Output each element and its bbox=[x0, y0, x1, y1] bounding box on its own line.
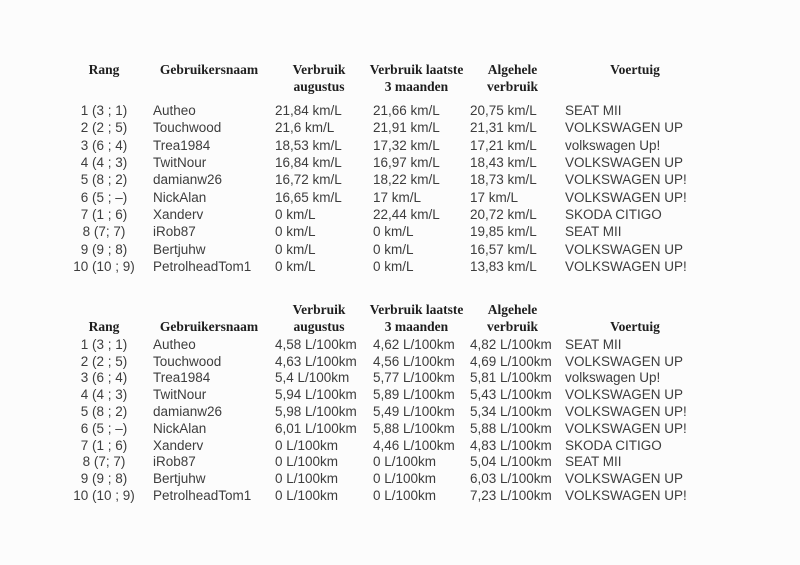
table-l100km-header-row bbox=[60, 301, 710, 335]
column-header-last3-line1: Verbruik laatste bbox=[369, 62, 464, 77]
cell-username: Bertjuhw bbox=[153, 471, 206, 487]
cell-consumption-last3months: 4,46 L/100km bbox=[373, 437, 455, 453]
column-header-vehicle bbox=[560, 301, 710, 335]
cell-consumption-august: 5,94 L/100km bbox=[275, 387, 357, 403]
table-row bbox=[60, 258, 710, 275]
column-header-overall-line2: verbruik bbox=[486, 319, 538, 334]
cell-consumption-last3months: 4,56 L/100km bbox=[373, 353, 455, 369]
cell-username: Autheo bbox=[153, 103, 196, 119]
cell-vehicle: VOLKSWAGEN UP bbox=[565, 155, 684, 171]
cell-consumption-august: 0 L/100km bbox=[275, 471, 339, 487]
column-header-consumption-last3months bbox=[368, 61, 465, 95]
column-header-vehicle-label: Voertuig bbox=[610, 62, 660, 77]
column-header-last3-line2: 3 maanden bbox=[384, 79, 449, 94]
column-header-overall-line2: verbruik bbox=[486, 79, 538, 94]
cell-overall-consumption: 6,03 L/100km bbox=[470, 471, 552, 487]
cell-rank: 4 (4 ; 3) bbox=[80, 155, 128, 171]
table-row bbox=[60, 223, 710, 240]
cell-vehicle: VOLKSWAGEN UP bbox=[565, 387, 684, 403]
cell-vehicle: VOLKSWAGEN UP bbox=[565, 353, 684, 369]
cell-vehicle: SEAT MII bbox=[565, 224, 622, 240]
cell-overall-consumption: 4,83 L/100km bbox=[470, 437, 552, 453]
cell-overall-consumption: 18,43 km/L bbox=[470, 155, 537, 171]
column-header-overall-line1: Algehele bbox=[487, 62, 538, 77]
column-header-vehicle-label: Voertuig bbox=[610, 319, 660, 334]
cell-overall-consumption: 5,81 L/100km bbox=[470, 370, 552, 386]
table-row bbox=[60, 171, 710, 188]
column-header-username bbox=[148, 61, 270, 95]
column-header-rank-label: Rang bbox=[88, 62, 120, 77]
cell-consumption-last3months: 5,89 L/100km bbox=[373, 387, 455, 403]
cell-consumption-august: 0 km/L bbox=[275, 241, 316, 257]
cell-vehicle: SEAT MII bbox=[565, 336, 622, 352]
cell-rank: 10 (10 ; 9) bbox=[73, 488, 135, 504]
cell-rank: 10 (10 ; 9) bbox=[73, 258, 135, 274]
table-row bbox=[60, 188, 710, 205]
cell-overall-consumption: 20,72 km/L bbox=[470, 206, 537, 222]
table-row bbox=[60, 102, 710, 119]
table-row bbox=[60, 137, 710, 154]
cell-consumption-last3months: 5,88 L/100km bbox=[373, 420, 455, 436]
cell-consumption-august: 4,58 L/100km bbox=[275, 336, 357, 352]
cell-consumption-last3months: 21,66 km/L bbox=[373, 103, 440, 119]
cell-vehicle: volkswagen Up! bbox=[565, 370, 661, 386]
table-row bbox=[60, 487, 710, 504]
table-kml-rows bbox=[60, 102, 710, 275]
cell-vehicle: VOLKSWAGEN UP bbox=[565, 120, 684, 136]
table-kml-header-row bbox=[60, 61, 710, 95]
cell-consumption-last3months: 0 km/L bbox=[373, 241, 414, 257]
cell-overall-consumption: 20,75 km/L bbox=[470, 103, 537, 119]
cell-consumption-last3months: 0 km/L bbox=[373, 224, 414, 240]
cell-username: Touchwood bbox=[153, 120, 222, 136]
cell-overall-consumption: 5,88 L/100km bbox=[470, 420, 552, 436]
table-row bbox=[60, 370, 710, 387]
column-header-consumption-august bbox=[270, 301, 368, 335]
cell-overall-consumption: 17,21 km/L bbox=[470, 137, 537, 153]
cell-consumption-last3months: 17 km/L bbox=[373, 189, 422, 205]
cell-consumption-august: 0 km/L bbox=[275, 206, 316, 222]
cell-consumption-august: 6,01 L/100km bbox=[275, 420, 357, 436]
cell-rank: 7 (1 ; 6) bbox=[80, 437, 128, 453]
cell-consumption-last3months: 18,22 km/L bbox=[373, 172, 440, 188]
cell-username: TwitNour bbox=[153, 387, 207, 403]
cell-overall-consumption: 21,31 km/L bbox=[470, 120, 537, 136]
cell-username: NickAlan bbox=[153, 189, 207, 205]
cell-rank: 6 (5 ; –) bbox=[80, 420, 128, 436]
cell-username: Xanderv bbox=[153, 437, 204, 453]
cell-consumption-last3months: 5,77 L/100km bbox=[373, 370, 455, 386]
cell-overall-consumption: 16,57 km/L bbox=[470, 241, 537, 257]
cell-rank: 2 (2 ; 5) bbox=[80, 120, 128, 136]
cell-consumption-last3months: 0 km/L bbox=[373, 258, 414, 274]
table-row bbox=[60, 154, 710, 171]
column-header-username-label: Gebruikersnaam bbox=[159, 62, 259, 77]
cell-vehicle: SEAT MII bbox=[565, 103, 622, 119]
column-header-overall-consumption bbox=[465, 61, 560, 95]
cell-username: Trea1984 bbox=[153, 370, 211, 386]
table-row bbox=[60, 119, 710, 136]
cell-overall-consumption: 13,83 km/L bbox=[470, 258, 537, 274]
cell-username: Xanderv bbox=[153, 206, 204, 222]
cell-consumption-august: 5,4 L/100km bbox=[275, 370, 350, 386]
table-row bbox=[60, 420, 710, 437]
column-header-consumption-august bbox=[270, 61, 368, 95]
cell-consumption-august: 21,84 km/L bbox=[275, 103, 342, 119]
cell-rank: 5 (8 ; 2) bbox=[80, 172, 128, 188]
column-header-august-line2: augustus bbox=[293, 79, 345, 94]
cell-consumption-august: 18,53 km/L bbox=[275, 137, 342, 153]
table-row bbox=[60, 470, 710, 487]
column-header-august-line1: Verbruik bbox=[292, 302, 346, 317]
cell-rank: 3 (6 ; 4) bbox=[80, 137, 128, 153]
cell-consumption-last3months: 22,44 km/L bbox=[373, 206, 440, 222]
table-l100km-rows bbox=[60, 336, 710, 504]
column-header-consumption-last3months bbox=[368, 301, 465, 335]
cell-username: Bertjuhw bbox=[153, 241, 206, 257]
column-header-last3-line2: 3 maanden bbox=[384, 319, 449, 334]
cell-consumption-august: 5,98 L/100km bbox=[275, 404, 357, 420]
table-row bbox=[60, 403, 710, 420]
cell-vehicle: VOLKSWAGEN UP! bbox=[565, 404, 687, 420]
cell-vehicle: VOLKSWAGEN UP! bbox=[565, 189, 687, 205]
column-header-overall-line1: Algehele bbox=[487, 302, 538, 317]
cell-overall-consumption: 5,43 L/100km bbox=[470, 387, 552, 403]
cell-rank: 8 (7; 7) bbox=[82, 454, 126, 470]
cell-overall-consumption: 19,85 km/L bbox=[470, 224, 537, 240]
cell-consumption-august: 0 L/100km bbox=[275, 437, 339, 453]
cell-overall-consumption: 5,04 L/100km bbox=[470, 454, 552, 470]
cell-overall-consumption: 4,82 L/100km bbox=[470, 336, 552, 352]
cell-consumption-last3months: 5,49 L/100km bbox=[373, 404, 455, 420]
cell-overall-consumption: 17 km/L bbox=[470, 189, 519, 205]
cell-username: iRob87 bbox=[153, 224, 196, 240]
cell-consumption-august: 0 L/100km bbox=[275, 454, 339, 470]
column-header-august-line1: Verbruik bbox=[292, 62, 346, 77]
cell-vehicle: VOLKSWAGEN UP! bbox=[565, 258, 687, 274]
cell-rank: 7 (1 ; 6) bbox=[80, 206, 128, 222]
column-header-last3-line1: Verbruik laatste bbox=[369, 302, 464, 317]
cell-username: iRob87 bbox=[153, 454, 196, 470]
cell-vehicle: SKODA CITIGO bbox=[565, 206, 662, 222]
cell-rank: 1 (3 ; 1) bbox=[80, 103, 128, 119]
cell-vehicle: SKODA CITIGO bbox=[565, 437, 662, 453]
cell-consumption-august: 16,84 km/L bbox=[275, 155, 342, 171]
cell-overall-consumption: 7,23 L/100km bbox=[470, 488, 552, 504]
cell-consumption-last3months: 0 L/100km bbox=[373, 471, 437, 487]
cell-consumption-last3months: 0 L/100km bbox=[373, 454, 437, 470]
cell-consumption-august: 0 km/L bbox=[275, 224, 316, 240]
cell-overall-consumption: 4,69 L/100km bbox=[470, 353, 552, 369]
cell-consumption-last3months: 4,62 L/100km bbox=[373, 336, 455, 352]
column-header-rank bbox=[60, 61, 148, 95]
cell-consumption-last3months: 17,32 km/L bbox=[373, 137, 440, 153]
column-header-username-label: Gebruikersnaam bbox=[159, 319, 259, 334]
table-row bbox=[60, 437, 710, 454]
cell-rank: 5 (8 ; 2) bbox=[80, 404, 128, 420]
table-row bbox=[60, 386, 710, 403]
column-header-overall-consumption bbox=[465, 301, 560, 335]
cell-username: PetrolheadTom1 bbox=[153, 488, 252, 504]
cell-username: damianw26 bbox=[153, 404, 223, 420]
cell-username: NickAlan bbox=[153, 420, 207, 436]
table-row bbox=[60, 353, 710, 370]
column-header-username bbox=[148, 301, 270, 335]
column-header-vehicle bbox=[560, 61, 710, 95]
cell-username: Touchwood bbox=[153, 353, 222, 369]
cell-overall-consumption: 18,73 km/L bbox=[470, 172, 537, 188]
cell-vehicle: VOLKSWAGEN UP! bbox=[565, 420, 687, 436]
cell-consumption-last3months: 21,91 km/L bbox=[373, 120, 440, 136]
cell-rank: 8 (7; 7) bbox=[82, 224, 126, 240]
cell-consumption-august: 21,6 km/L bbox=[275, 120, 335, 136]
cell-vehicle: VOLKSWAGEN UP bbox=[565, 471, 684, 487]
cell-overall-consumption: 5,34 L/100km bbox=[470, 404, 552, 420]
cell-rank: 4 (4 ; 3) bbox=[80, 387, 128, 403]
cell-username: damianw26 bbox=[153, 172, 223, 188]
cell-rank: 3 (6 ; 4) bbox=[80, 370, 128, 386]
cell-vehicle: VOLKSWAGEN UP bbox=[565, 241, 684, 257]
cell-username: TwitNour bbox=[153, 155, 207, 171]
cell-username: PetrolheadTom1 bbox=[153, 258, 252, 274]
cell-consumption-august: 16,72 km/L bbox=[275, 172, 342, 188]
cell-vehicle: VOLKSWAGEN UP! bbox=[565, 172, 687, 188]
table-row bbox=[60, 336, 710, 353]
table-row bbox=[60, 240, 710, 257]
cell-rank: 2 (2 ; 5) bbox=[80, 353, 128, 369]
table-row bbox=[60, 454, 710, 471]
column-header-rank bbox=[60, 301, 148, 335]
cell-consumption-august: 16,65 km/L bbox=[275, 189, 342, 205]
cell-consumption-august: 0 km/L bbox=[275, 258, 316, 274]
cell-vehicle: SEAT MII bbox=[565, 454, 622, 470]
cell-rank: 1 (3 ; 1) bbox=[80, 336, 128, 352]
cell-username: Trea1984 bbox=[153, 137, 211, 153]
table-row bbox=[60, 206, 710, 223]
cell-username: Autheo bbox=[153, 336, 196, 352]
cell-rank: 9 (9 ; 8) bbox=[80, 241, 128, 257]
cell-consumption-august: 4,63 L/100km bbox=[275, 353, 357, 369]
cell-rank: 9 (9 ; 8) bbox=[80, 471, 128, 487]
cell-rank: 6 (5 ; –) bbox=[80, 189, 128, 205]
cell-vehicle: volkswagen Up! bbox=[565, 137, 661, 153]
column-header-rank-label: Rang bbox=[88, 319, 120, 334]
cell-consumption-august: 0 L/100km bbox=[275, 488, 339, 504]
cell-vehicle: VOLKSWAGEN UP! bbox=[565, 488, 687, 504]
cell-consumption-last3months: 0 L/100km bbox=[373, 488, 437, 504]
column-header-august-line2: augustus bbox=[293, 319, 345, 334]
cell-consumption-last3months: 16,97 km/L bbox=[373, 155, 440, 171]
